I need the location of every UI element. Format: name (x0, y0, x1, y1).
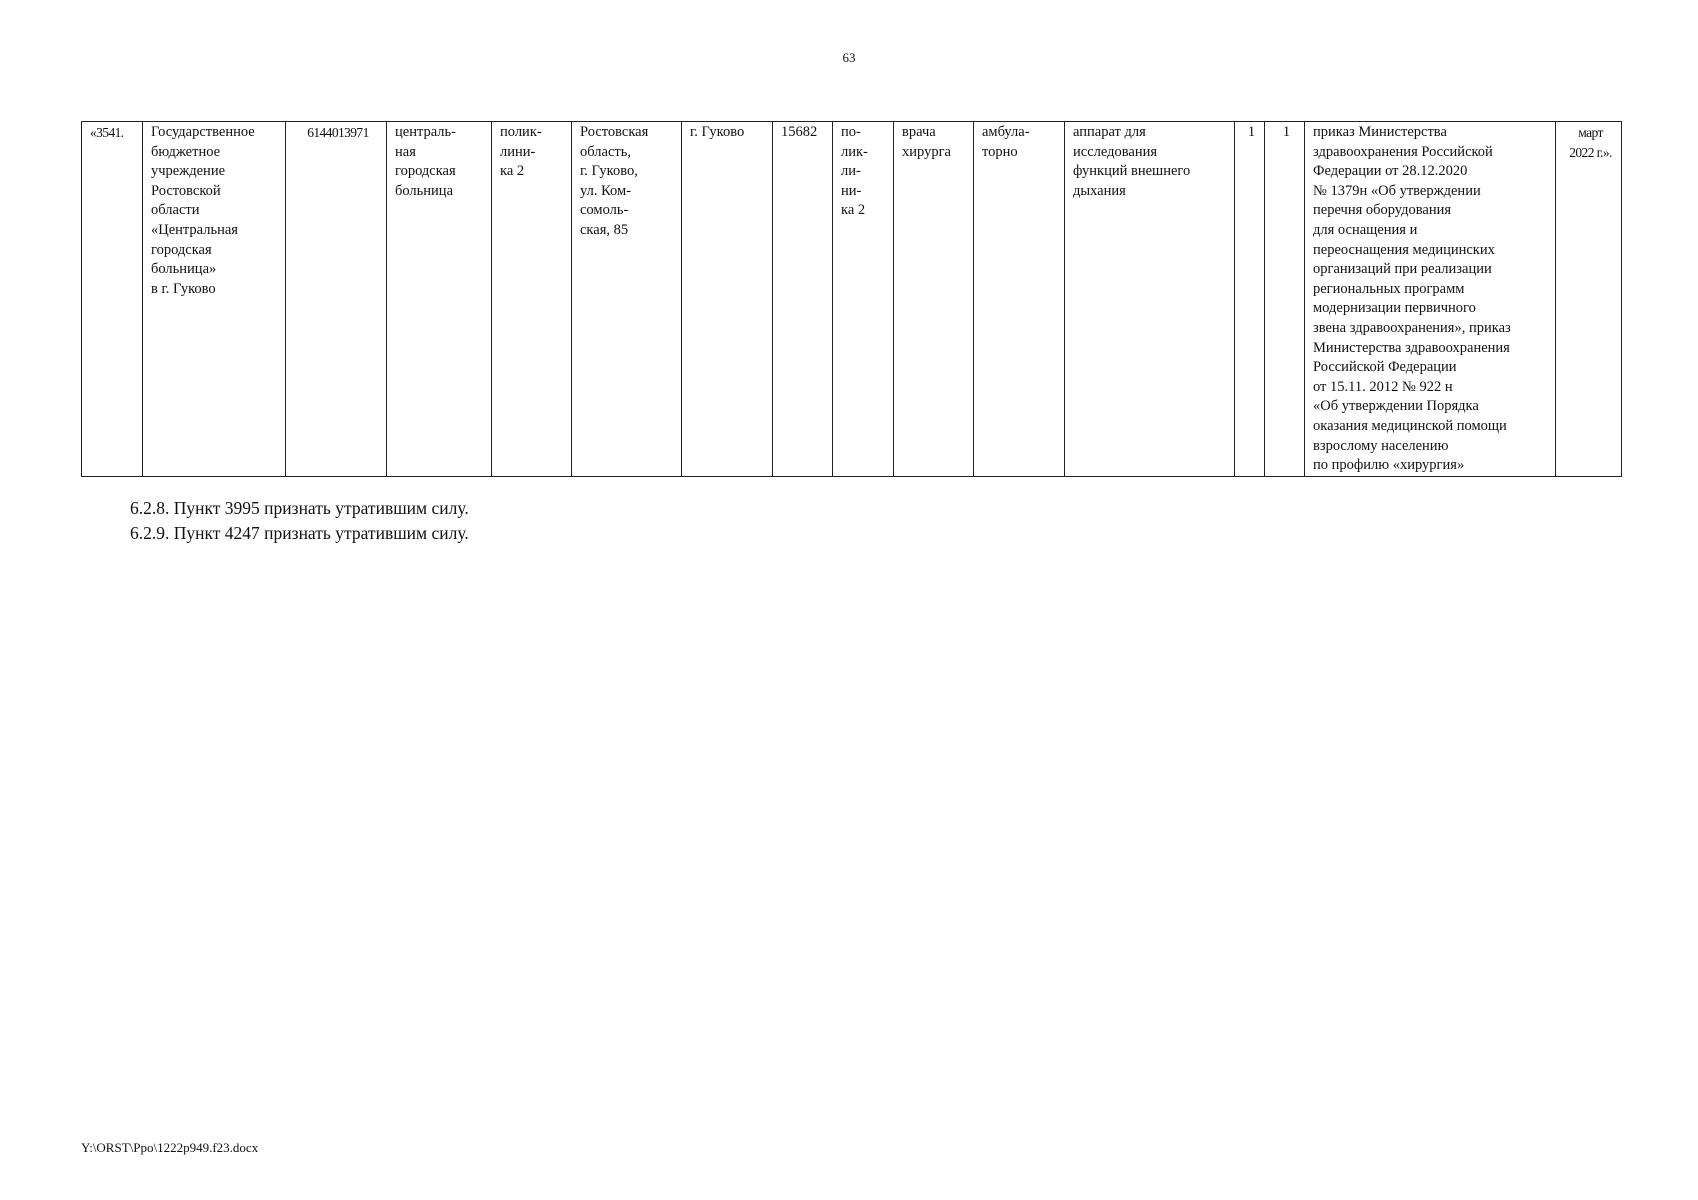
cell-equipment: аппарат для исследования функций внешнего дыхания (1065, 122, 1235, 477)
cell-organization: Государственное бюджетное учреждение Ростовской области «Центральная городская больница» в г. Гуково (143, 122, 286, 477)
cell-basis: приказ Министерства здравоохранения Российской Федерации от 28.12.2020 № 1379н «Об утверждении перечня оборудования для оснащения и переоснащения медицинских организаций при реализации региональных программ модернизации первичного звена здравоохранения», приказ Министерства здравоохранения Российской Федерации от 15.11. 2012 № 922 н «Об утверждении Порядка оказания медицинской помощи взрослому населению по профилю «хирургия» (1305, 122, 1556, 477)
table-row (82, 122, 1622, 477)
cell-quantity-1: 1 (1235, 122, 1265, 477)
cell-care-form: амбула- торно (974, 122, 1065, 477)
cell-division: полик- лини- ка 2 (492, 122, 572, 477)
cell-quantity-2: 1 (1265, 122, 1305, 477)
cell-inn: 6144013971 (286, 122, 387, 477)
cell-code: 15682 (773, 122, 833, 477)
file-path-footer: Y:\ORST\Ppo\1222p949.f23.docx (81, 1140, 259, 1155)
cell-cabinet: врача хирурга (894, 122, 974, 477)
cell-unit: по- лик- ли- ни- ка 2 (833, 122, 894, 477)
cell-type: централь- ная городская больница (387, 122, 492, 477)
cell-address: Ростовская область, г. Гуково, ул. Ком- сомоль- ская, 85 (572, 122, 682, 477)
equipment-table (81, 121, 1622, 477)
cell-city: г. Гуково (682, 122, 773, 477)
page-number: 63 (842, 50, 856, 65)
cell-number: «3541. (82, 122, 143, 477)
paragraph-6-2-8: 6.2.8. Пункт 3995 признать утратившим силу. (130, 498, 469, 518)
paragraph-6-2-9: 6.2.9. Пункт 4247 признать утратившим силу. (130, 523, 469, 543)
amendment-paragraphs (130, 496, 469, 546)
cell-deadline: март 2022 г.». (1556, 122, 1622, 477)
